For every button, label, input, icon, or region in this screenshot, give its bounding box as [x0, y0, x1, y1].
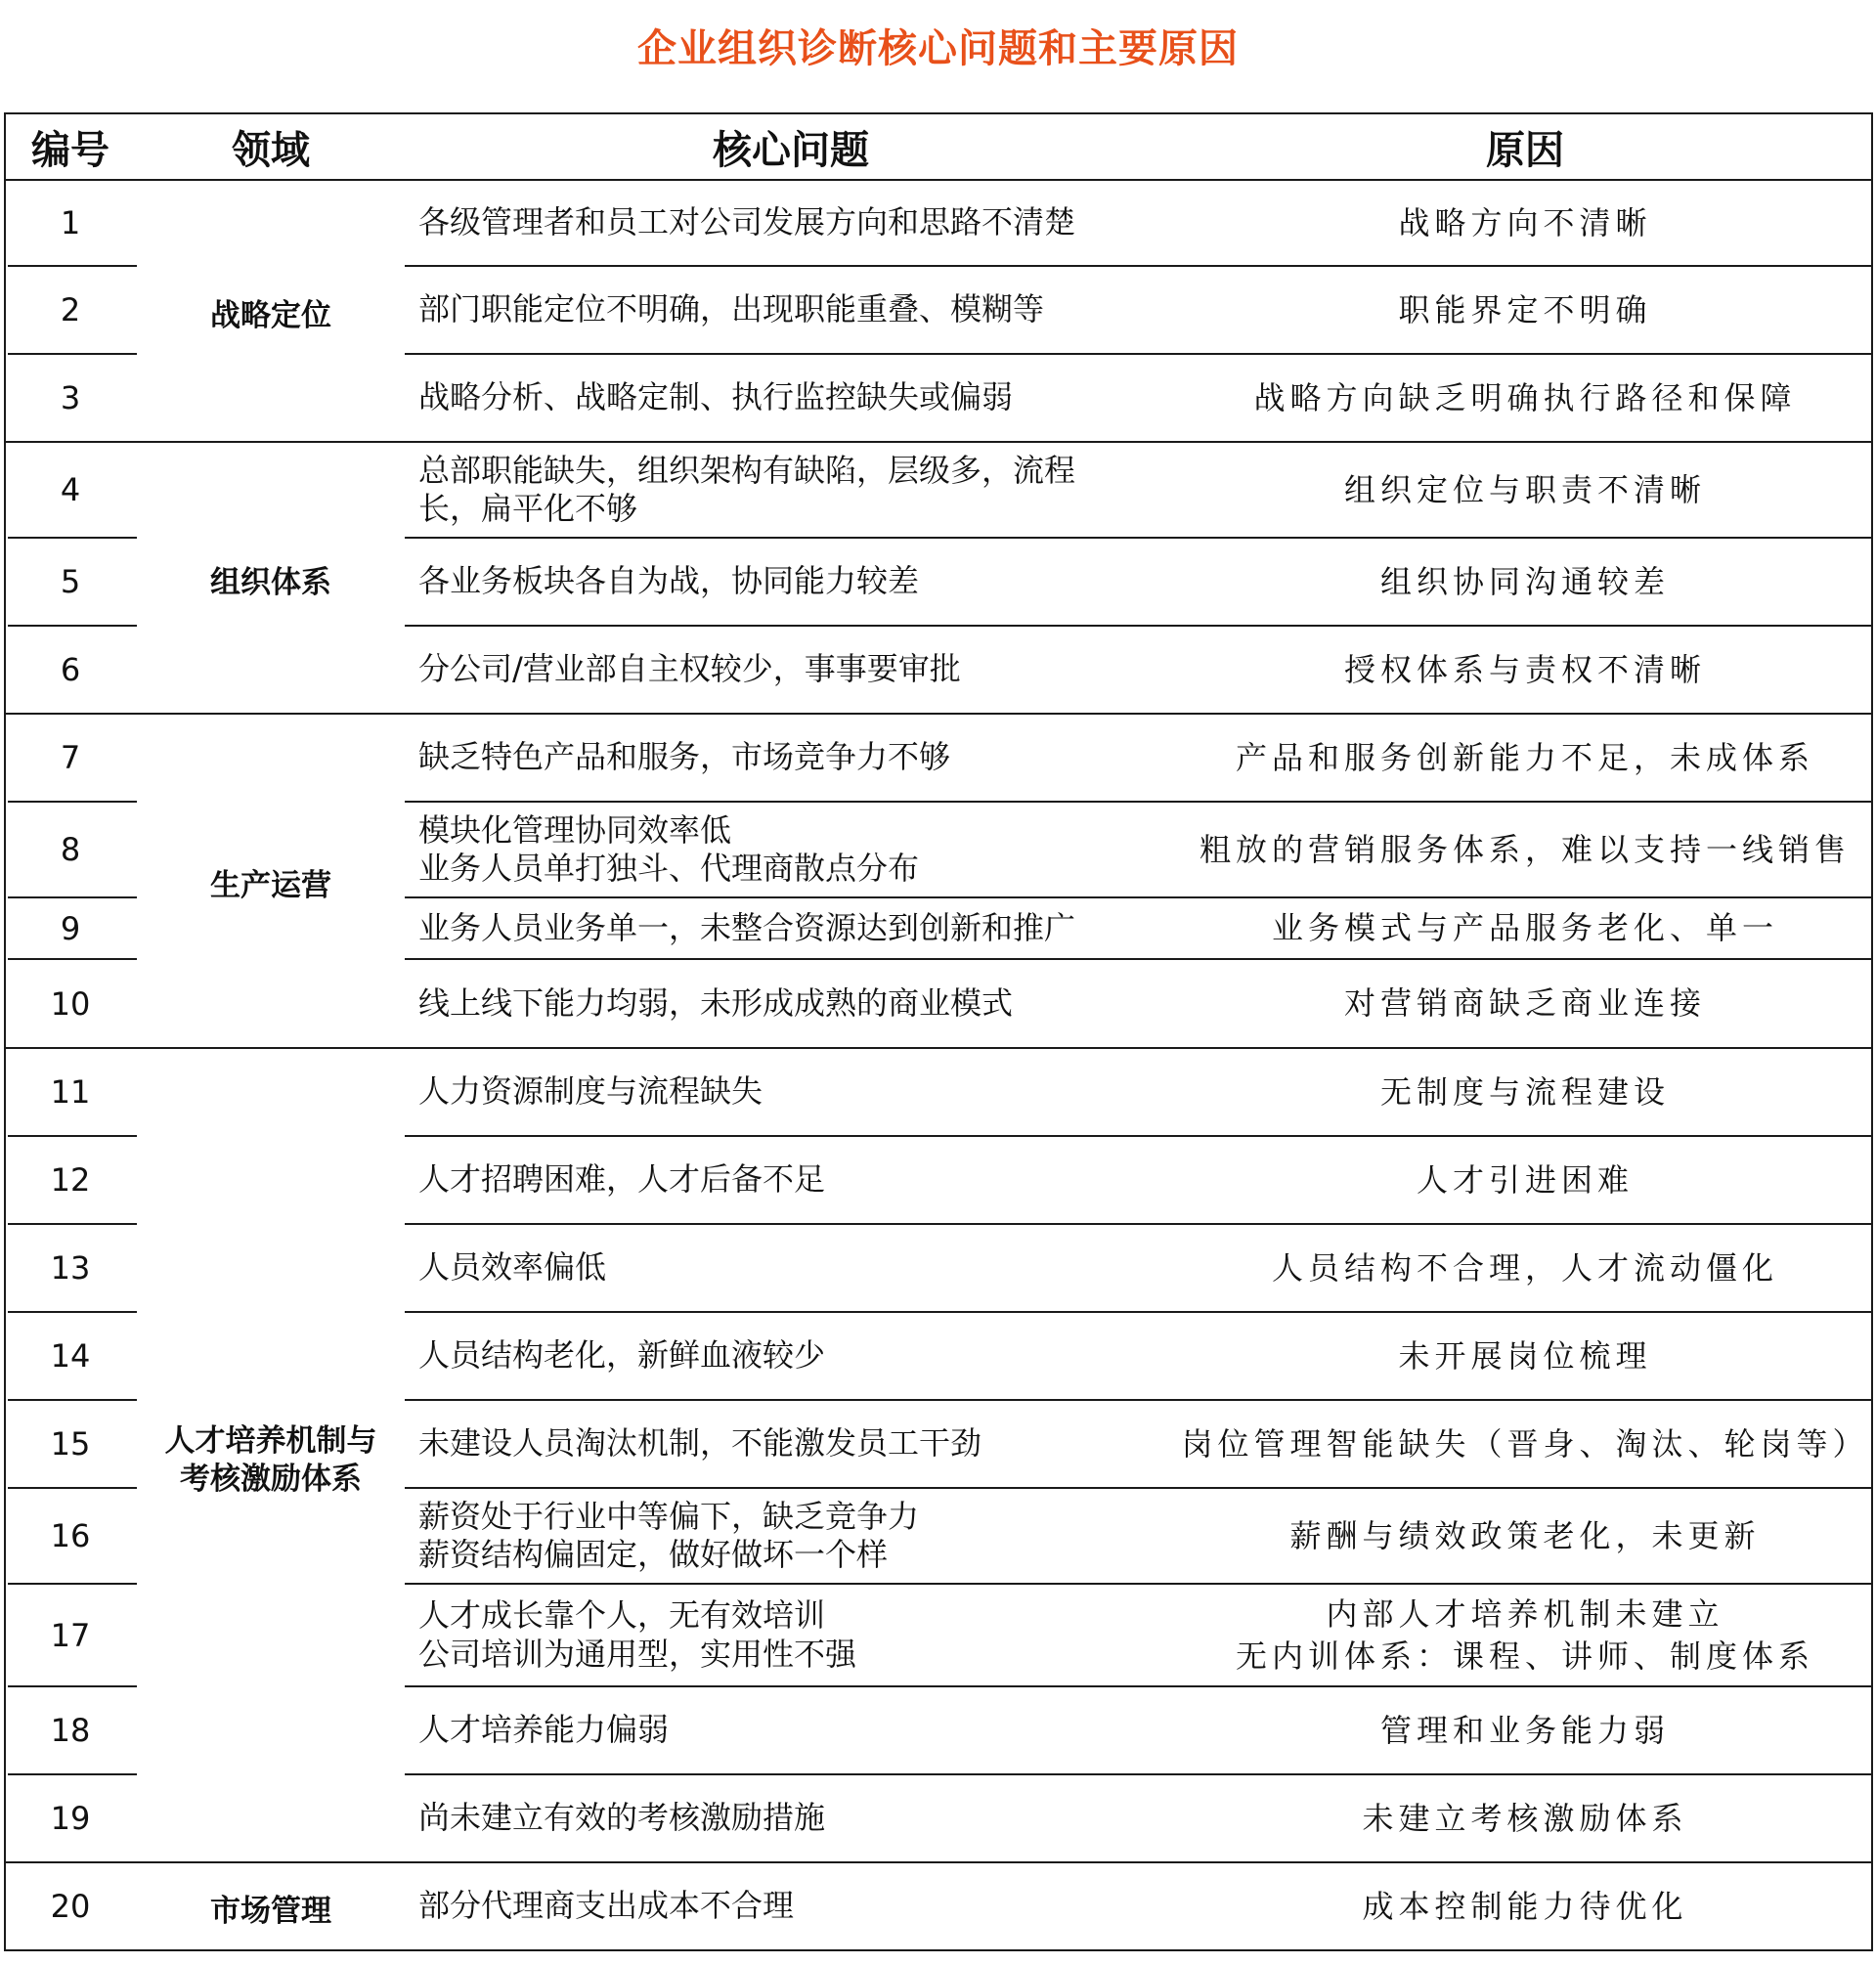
row-issue: 各业务板块各自为战，协同能力较差 [418, 562, 920, 600]
row-cause: 内部人才培养机制未建立 无内训体系：课程、讲师、制度体系 [1235, 1595, 1814, 1675]
row-cause: 粗放的营销服务体系，难以支持一线销售 [1199, 830, 1851, 868]
row-cause: 人员结构不合理，人才流动僵化 [1271, 1248, 1778, 1287]
row-issue: 模块化管理协同效率低 业务人员单打独斗、代理商散点分布 [418, 810, 920, 887]
header-cause: 原因 [1486, 127, 1564, 173]
row-issue: 人才招聘困难，人才后备不足 [418, 1160, 826, 1199]
row-number: 6 [60, 651, 81, 688]
row-issue: 人员效率偏低 [418, 1248, 607, 1287]
row-issue: 线上线下能力均弱，未形成成熟的商业模式 [418, 983, 1014, 1022]
row-cause: 业务模式与产品服务老化、单一 [1271, 909, 1778, 947]
row-number: 19 [50, 1800, 91, 1837]
row-cause: 对营销商缺乏商业连接 [1343, 984, 1706, 1023]
row-issue: 总部职能缺失，组织架构有缺陷，层级多，流程 长，扁平化不够 [418, 451, 1076, 527]
row-number: 10 [50, 984, 91, 1023]
row-number: 12 [50, 1161, 91, 1199]
domain-cell: 人才培养机制与 考核激励体系 [164, 1422, 377, 1497]
row-number: 11 [50, 1073, 91, 1111]
row-number: 5 [60, 563, 81, 600]
domain-cell: 战略定位 [210, 297, 331, 333]
row-cause: 成本控制能力待优化 [1362, 1887, 1688, 1925]
row-number: 7 [60, 739, 81, 776]
row-cause: 无制度与流程建设 [1379, 1072, 1670, 1111]
domain-cell: 组织体系 [210, 564, 331, 600]
row-number: 3 [60, 379, 81, 416]
row-issue: 缺乏特色产品和服务，市场竞争力不够 [418, 738, 951, 776]
row-cause: 未开展岗位梳理 [1398, 1336, 1652, 1375]
row-cause: 薪酬与绩效政策老化，未更新 [1289, 1516, 1761, 1554]
row-number: 20 [50, 1888, 91, 1925]
row-issue: 人才培养能力偏弱 [418, 1711, 670, 1749]
row-number: 14 [50, 1337, 91, 1375]
row-issue: 人力资源制度与流程缺失 [418, 1072, 763, 1111]
row-issue: 未建设人员淘汰机制，不能激发员工干劲 [418, 1424, 982, 1463]
row-issue: 分公司/营业部自主权较少，事事要审批 [418, 650, 961, 688]
row-number: 8 [60, 831, 81, 868]
row-cause: 战略方向不清晰 [1398, 203, 1652, 241]
row-number: 4 [60, 471, 81, 508]
row-cause: 未建立考核激励体系 [1362, 1799, 1688, 1837]
row-number: 15 [50, 1425, 91, 1463]
row-cause: 职能界定不明确 [1398, 290, 1652, 328]
row-issue: 业务人员业务单一，未整合资源达到创新和推广 [418, 908, 1076, 946]
row-issue: 战略分析、战略定制、执行监控缺失或偏弱 [418, 378, 1014, 416]
row-number: 2 [60, 291, 81, 328]
domain-cell: 生产运营 [210, 867, 331, 903]
row-cause: 岗位管理智能缺失（晋身、淘汰、轮岗等） [1181, 1424, 1869, 1463]
row-number: 16 [50, 1517, 91, 1554]
row-issue: 人员结构老化，新鲜血液较少 [418, 1336, 826, 1375]
row-cause: 授权体系与责权不清晰 [1343, 650, 1706, 688]
header-number: 编号 [31, 127, 109, 173]
row-issue: 尚未建立有效的考核激励措施 [418, 1799, 826, 1837]
row-number: 18 [50, 1712, 91, 1749]
row-number: 17 [50, 1616, 91, 1654]
domain-cell: 市场管理 [210, 1893, 331, 1929]
row-issue: 人才成长靠个人，无有效培训 公司培训为通用型，实用性不强 [418, 1596, 857, 1673]
header-issue: 核心问题 [713, 127, 869, 173]
row-issue: 部门职能定位不明确，出现职能重叠、模糊等 [418, 290, 1045, 328]
row-cause: 组织定位与职责不清晰 [1343, 470, 1706, 508]
header-domain: 领域 [232, 127, 310, 173]
row-issue: 各级管理者和员工对公司发展方向和思路不清楚 [418, 203, 1076, 241]
row-cause: 产品和服务创新能力不足，未成体系 [1235, 738, 1814, 776]
row-cause: 战略方向缺乏明确执行路径和保障 [1253, 378, 1797, 416]
row-cause: 管理和业务能力弱 [1379, 1711, 1670, 1749]
row-number: 13 [50, 1249, 91, 1287]
row-cause: 组织协同沟通较差 [1379, 562, 1670, 600]
row-issue: 部分代理商支出成本不合理 [418, 1887, 795, 1925]
row-cause: 人才引进困难 [1416, 1160, 1634, 1199]
row-number: 1 [60, 204, 81, 241]
diagnosis-table [4, 112, 1873, 1960]
page-title: 企业组织诊断核心问题和主要原因 [637, 26, 1239, 71]
row-issue: 薪资处于行业中等偏下，缺乏竞争力 薪资结构偏固定，做好做坏一个样 [418, 1497, 920, 1573]
row-number: 9 [60, 909, 81, 947]
